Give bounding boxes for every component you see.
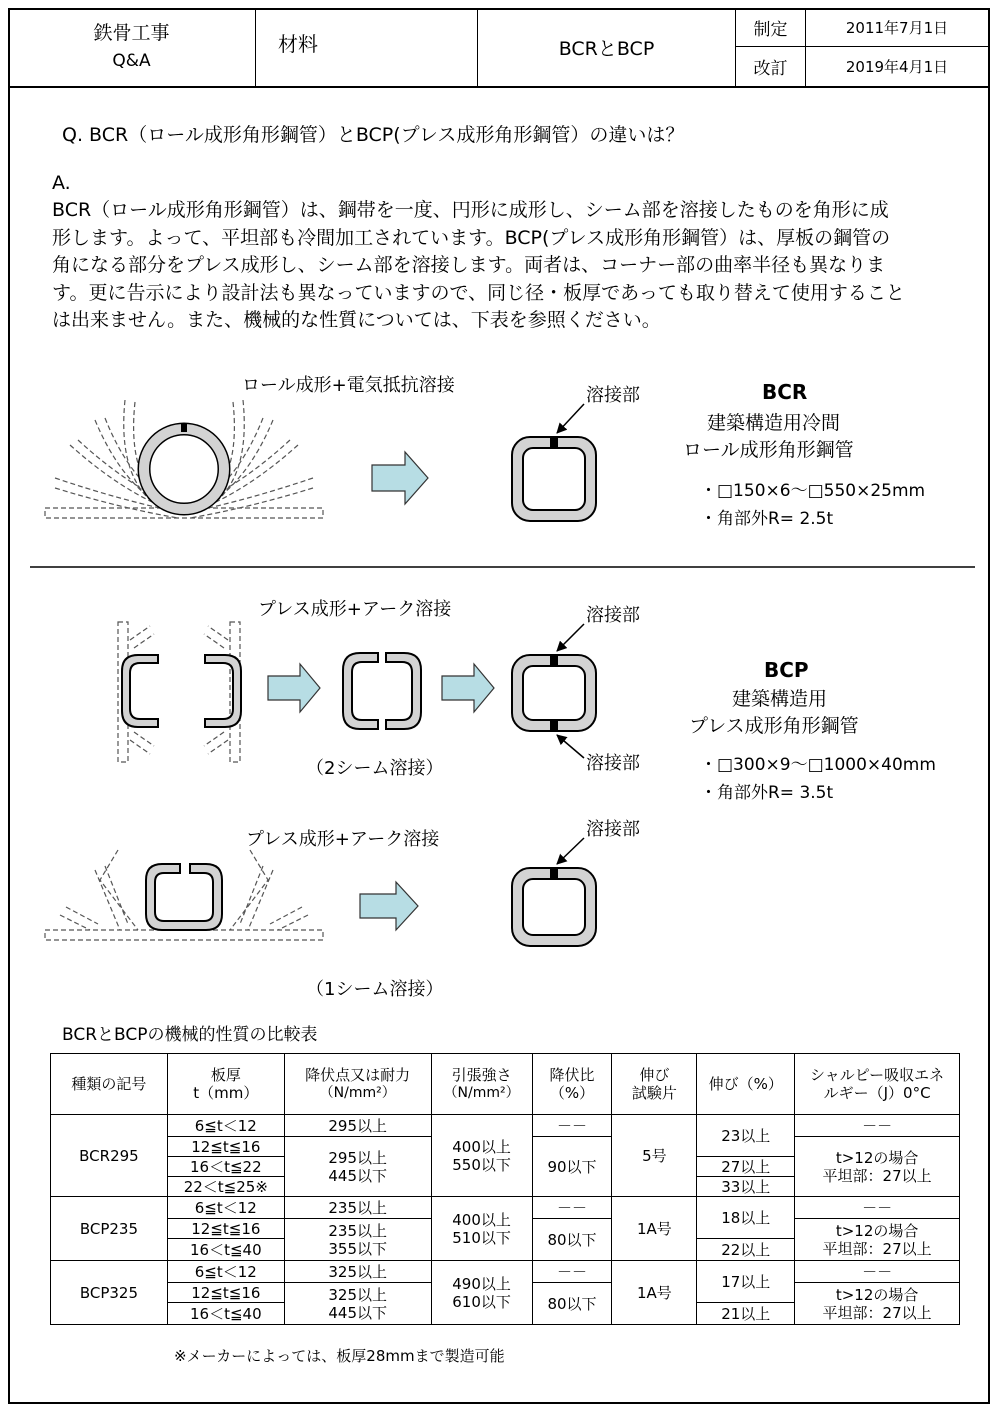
th-yield-ratio: 降伏比 （%） (532, 1054, 612, 1115)
header-category-sub: Q&A (112, 51, 151, 71)
bcp-desc2: プレス成形角形鋼管 (689, 715, 859, 737)
th-tensile: 引張強さ （N/mm²） (431, 1054, 532, 1115)
question-text: Q. BCR（ロール成形角形鋼管）とBCP(プレス成形角形鋼管）の違いは？ (62, 124, 685, 146)
table-row: BCP325 6≦t＜12 325以上 490以上 610以下 －－ 1A号 17以上 －－ (51, 1261, 960, 1283)
bcp-name: BCP (764, 658, 809, 682)
th-yield: 降伏点又は耐力 （N/mm²） (284, 1054, 431, 1115)
table-row: 12≦t≦16 235以上 355以下 80以下 t>12の場合 平坦部：27以上 (51, 1219, 960, 1239)
bcp-spec-size: ・□300×9～□1000×40mm (700, 755, 936, 775)
answer-line: は出来ません。また、機械的な性質については、下表を参照ください。 (52, 309, 661, 331)
table-row: 16＜t≦40 22以上 (51, 1239, 960, 1261)
th-thickness: 板厚 t（mm） (167, 1054, 284, 1115)
revised-date: 2019年4月1日 (845, 58, 949, 76)
answer-body (52, 197, 972, 335)
answer-line: 角になる部分をプレス成形し、シーム部を溶接します。両者は、コーナー部の曲率半径も異なりま (52, 254, 886, 276)
bcr-process-label: ロール成形+電気抵抗溶接 (242, 375, 455, 396)
header-section: 材料 (256, 8, 478, 86)
answer-label: A. (52, 172, 71, 194)
bcp-weld-b-label: 溶接部 (586, 819, 640, 840)
bcp-seam-label-b: （1シーム溶接） (306, 979, 444, 1000)
table-title: BCRとBCPの機械的性質の比較表 (62, 1025, 318, 1045)
bcr-name: BCR (762, 380, 808, 404)
table-header-row (51, 1054, 960, 1115)
bcr-weld-label: 溶接部 (586, 385, 640, 406)
table-row: 22＜t≦25※ 33以上 (51, 1177, 960, 1197)
bcp-seam-label-a: （2シーム溶接） (306, 758, 444, 779)
bcp-spec-radius: ・角部外R= 3.5t (700, 783, 834, 803)
answer-line: 形します。よって、平坦部も冷間加工されています。BCP(プレス成形角形鋼管）は、厚板の鋼管の (52, 226, 891, 249)
table-row: BCR295 6≦t＜12 295以上 400以上 550以下 －－ 5号 23以上 －－ (51, 1115, 960, 1137)
header-category-main: 鉄骨工事 (93, 22, 170, 44)
table-row: 12≦t≦16 325以上 445以下 80以下 t>12の場合 平坦部：27以上 (51, 1283, 960, 1303)
th-elongation: 伸び（%） (697, 1054, 795, 1115)
bcr-desc1: 建築構造用冷間 (707, 412, 841, 434)
document-header (8, 8, 990, 88)
table-row: 16＜t≦22 27以上 (51, 1157, 960, 1177)
bcr-desc2: ロール成形角形鋼管 (683, 439, 854, 461)
bcp-process-label-b: プレス成形+アーク溶接 (246, 829, 440, 850)
bcp-desc1: 建築構造用 (732, 688, 828, 710)
th-charpy: シャルピー吸収エネ ルギー（J）0°C (795, 1054, 960, 1115)
header-topic: BCRとBCP (478, 8, 736, 86)
table-footnote: ※メーカーによっては、板厚28mmまで製造可能 (174, 1347, 505, 1365)
th-specimen: 伸び 試験片 (612, 1054, 697, 1115)
bcp-process-label-a: プレス成形+アーク溶接 (258, 599, 452, 620)
properties-table (50, 1053, 960, 1325)
bcr-spec-radius: ・角部外R= 2.5t (700, 509, 834, 529)
revised-label: 改訂 (736, 47, 806, 86)
table-row: BCP235 6≦t＜12 235以上 400以上 510以下 －－ 1A号 18以上 －－ (51, 1197, 960, 1219)
bcp-weld-top-label: 溶接部 (586, 605, 640, 626)
cell-type: BCR295 (51, 1115, 168, 1197)
answer-line: BCR（ロール成形角形鋼管）は、鋼帯を一度、円形に成形し、シーム部を溶接したものを角形に成 (52, 199, 889, 221)
header-category (8, 8, 256, 86)
th-type: 種類の記号 (51, 1054, 168, 1115)
established-date: 2011年7月1日 (806, 8, 988, 47)
table-row: 16＜t≦40 21以上 (51, 1303, 960, 1325)
bcr-spec-size: ・□150×6～□550×25mm (700, 481, 926, 501)
answer-line: す。更に告示により設計法も異なっていますので、同じ径・板厚であっても取り替えて使用すること (52, 281, 905, 304)
table-row: 12≦t≦16 295以上 445以下 90以下 t>12の場合 平坦部：27以上 (51, 1137, 960, 1157)
established-label: 制定 (736, 8, 806, 47)
bcp-weld-bottom-label: 溶接部 (586, 753, 640, 774)
